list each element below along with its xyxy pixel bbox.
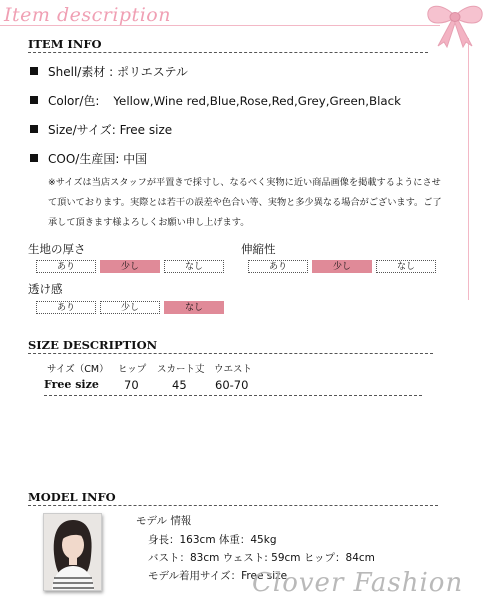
spec-shell <box>48 63 188 80</box>
bullet-icon <box>30 67 38 75</box>
model-measurements-line-1: 身長：163cm 体重：45kg <box>148 534 277 546</box>
size-cell-size: Free size <box>44 378 99 391</box>
spec-label: Size/サイズ: <box>48 123 120 137</box>
banner-title: Item description <box>4 4 171 26</box>
spec-value: 中国 <box>123 152 148 166</box>
bullet-icon <box>30 125 38 133</box>
spec-label: Color/色: <box>48 94 100 108</box>
stretch-option-nashi: なし <box>376 260 436 273</box>
watermark: Clover Fashion <box>252 568 464 598</box>
model-info-heading: MODEL INFO <box>28 490 116 504</box>
thickness-label: 生地の厚さ <box>28 242 86 256</box>
spec-label: COO/生産国: <box>48 152 124 166</box>
ribbon-bow-icon <box>420 0 490 52</box>
size-header-waist: ウエスト <box>214 364 253 375</box>
bullet-icon <box>30 154 38 162</box>
spec-value: ポリエステル <box>117 65 188 79</box>
sheer-option-nashi: なし <box>164 301 224 314</box>
size-description-heading: SIZE DESCRIPTION <box>28 338 158 352</box>
thickness-option-nashi: なし <box>164 260 224 273</box>
model-photo <box>43 513 102 591</box>
side-ribbon-line <box>468 38 469 300</box>
item-info-heading: ITEM INFO <box>28 37 102 51</box>
sheer-label: 透け感 <box>28 282 63 296</box>
item-info-divider <box>28 52 428 53</box>
stretch-option-sukoshi: 少し <box>312 260 372 273</box>
sheer-option-ari: あり <box>36 301 96 314</box>
thickness-option-sukoshi: 少し <box>100 260 160 273</box>
sheer-option-sukoshi: 少し <box>100 301 160 314</box>
spec-color <box>48 92 401 109</box>
size-cell-skirt-length: 45 <box>172 378 187 392</box>
thickness-option-ari: あり <box>36 260 96 273</box>
model-worn-size: モデル着用サイズ：Free size <box>148 570 288 582</box>
size-cell-waist: 60-70 <box>215 378 249 392</box>
model-info-title: モデル 情報 <box>136 515 192 527</box>
stretch-option-ari: あり <box>248 260 308 273</box>
bullet-icon <box>30 96 38 104</box>
size-description-divider <box>28 353 433 354</box>
model-measurements-line-2: バスト：83cm ウェスト: 59cm ヒップ：84cm <box>148 552 375 564</box>
banner-divider <box>0 25 440 26</box>
size-cell-hip: 70 <box>124 378 139 392</box>
size-note: ※サイズは当店スタッフが平置きで採寸し、なるべく実物に近い商品画像を掲載するようにさせて頂いております。実際とは若干の誤差や色合い等、実物と多少異なる場合がございます。ご了承して頂きます様よろしくお願い申し上げます。 <box>48 177 442 228</box>
spec-label: Shell/素材 : <box>48 65 117 79</box>
size-header-size: サイズ（CM） <box>47 364 109 375</box>
spec-coo <box>48 150 147 167</box>
spec-size <box>48 121 172 138</box>
spec-value: Yellow,Wine red,Blue,Rose,Red,Grey,Green,Black <box>113 94 401 108</box>
model-info-divider <box>28 505 438 506</box>
spec-value: Free size <box>119 123 173 137</box>
size-header-hip: ヒップ <box>118 364 147 375</box>
stretch-label: 伸縮性 <box>241 242 276 256</box>
size-row-divider <box>44 395 422 396</box>
size-header-skirt-length: スカート丈 <box>157 364 205 375</box>
